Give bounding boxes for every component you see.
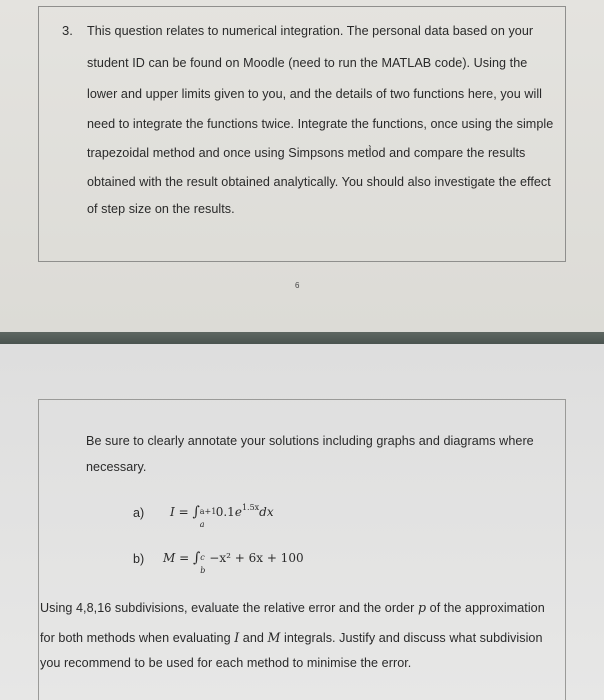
eq-a-lhs: I bbox=[170, 505, 175, 519]
eq-b-lower-limit: b bbox=[200, 566, 206, 575]
eq-b-upper-limit: c bbox=[200, 553, 205, 562]
eq-b-integral-sign: ∫ bbox=[192, 550, 201, 566]
page-number: 6 bbox=[295, 281, 300, 290]
order-p-symbol: p bbox=[417, 600, 427, 615]
equation-a bbox=[170, 503, 274, 529]
instruction-line-1 bbox=[40, 600, 545, 615]
integral-i-symbol: I bbox=[234, 630, 240, 645]
eq-a-upper-limit: a+1 bbox=[199, 507, 217, 516]
question-line-1: This question relates to numerical integration. The personal data based on your bbox=[87, 24, 534, 38]
page-divider bbox=[0, 332, 604, 344]
instruction-text-1a: Using 4,8,16 subdivisions, evaluate the relative error and the order bbox=[40, 601, 418, 615]
eq-a-equals: = bbox=[174, 505, 193, 519]
question-line-2: student ID can be found on Moodle (need to run the MATLAB code). Using the bbox=[87, 56, 528, 70]
instruction-text-1b: of the approximation bbox=[426, 601, 545, 615]
equation-b bbox=[163, 550, 304, 575]
eq-a-exponent: 1.5x bbox=[241, 503, 260, 512]
question-number: 3. bbox=[62, 23, 73, 38]
question-line-3: lower and upper limits given to you, and the details of two functions here, you will bbox=[87, 87, 543, 101]
instruction-line-2 bbox=[40, 630, 543, 645]
eq-a-coefficient: 0.1 bbox=[215, 505, 235, 519]
eq-b-lhs: M bbox=[163, 551, 176, 565]
eq-b-equals: = bbox=[175, 551, 193, 565]
annotate-line-2: necessary. bbox=[86, 460, 147, 474]
question-line-7: of step size on the results. bbox=[87, 202, 235, 216]
question-line-6: obtained with the result obtained analytically. You should also investigate the effect bbox=[87, 175, 551, 189]
part-a-label: a) bbox=[133, 506, 145, 520]
eq-a-integral-sign: ∫ bbox=[192, 504, 200, 520]
annotate-line-1: Be sure to clearly annotate your solutions including graphs and diagrams where bbox=[86, 434, 534, 448]
question-line-5: trapezoidal method and once using Simpsons metl̀od and compare the results bbox=[87, 146, 526, 160]
integral-m-symbol: M bbox=[267, 630, 281, 645]
instruction-text-2c: integrals. Justify and discuss what subdivision bbox=[280, 631, 543, 645]
question-line-4: need to integrate the functions twice. Integrate the functions, once using the simple bbox=[87, 117, 554, 131]
part-b-label: b) bbox=[133, 552, 145, 566]
question-box bbox=[38, 6, 566, 262]
eq-b-body: −x² + 6x + 100 bbox=[209, 551, 304, 565]
instruction-text-2b: and bbox=[239, 631, 268, 645]
instruction-line-3: you recommend to be used for each method to minimise the error. bbox=[40, 656, 412, 670]
eq-a-dx: dx bbox=[259, 505, 274, 519]
eq-a-lower-limit: a bbox=[199, 520, 205, 529]
instruction-text-2a: for both methods when evaluating bbox=[40, 631, 235, 645]
eq-a-base: e bbox=[234, 505, 242, 519]
